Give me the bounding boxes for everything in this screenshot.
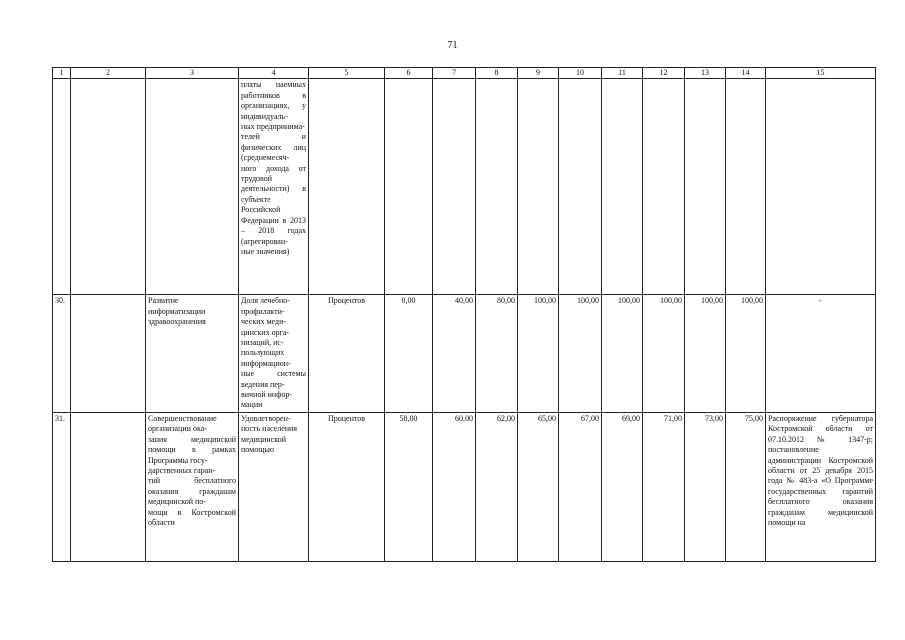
column-number: 14 (726, 68, 766, 79)
legal-basis: - (766, 295, 876, 412)
unit: Процентов (309, 295, 385, 412)
value (602, 79, 643, 295)
value: 69,00 (602, 412, 643, 561)
row-col2 (71, 79, 146, 295)
value: 62,00 (476, 412, 518, 561)
column-number: 5 (309, 68, 385, 79)
indicator-name: Доля лечебно- профилакти- ческих меди- цинских орга- низаций, ис- пользующих информацион- ные системы ведения пер- вичной инфор- мации (239, 295, 309, 412)
column-number: 3 (146, 68, 239, 79)
value (433, 79, 476, 295)
value: 71,00 (643, 412, 685, 561)
value: 100,00 (685, 295, 726, 412)
row-col2 (71, 295, 146, 412)
value: 73,00 (685, 412, 726, 561)
value: 100,00 (643, 295, 685, 412)
column-number: 10 (559, 68, 602, 79)
column-number: 9 (518, 68, 559, 79)
table-row (53, 79, 876, 295)
indicator-name: Удовлетворен- ность населения медицинской помощью (239, 412, 309, 561)
table-row (53, 295, 876, 412)
column-number: 1 (53, 68, 71, 79)
page-number: 71 (447, 40, 458, 51)
value (643, 79, 685, 295)
column-number: 13 (685, 68, 726, 79)
value (385, 79, 433, 295)
column-number: 15 (766, 68, 876, 79)
value: 67,00 (559, 412, 602, 561)
measure-name (146, 79, 239, 295)
column-number: 4 (239, 68, 309, 79)
indicator-name: платы наемных работников в организациях, у индивидуаль- ных предпринима- телей и физических лиц (среднемесяч- ного дохода от трудовой деятельности) в субъекте Российской Федерации в 2013 – 2018 годах (агрегирован- ные значения) (239, 79, 309, 295)
value: 100,00 (559, 295, 602, 412)
row-number: 31. (53, 412, 71, 561)
value: 58,00 (385, 412, 433, 561)
value: 75,00 (726, 412, 766, 561)
column-number: 12 (643, 68, 685, 79)
value (559, 79, 602, 295)
value (518, 79, 559, 295)
value (685, 79, 726, 295)
table-row (53, 412, 876, 561)
value (726, 79, 766, 295)
value: 100,00 (602, 295, 643, 412)
column-number: 2 (71, 68, 146, 79)
row-col2 (71, 412, 146, 561)
legal-basis (766, 79, 876, 295)
column-number: 6 (385, 68, 433, 79)
value: 100,00 (726, 295, 766, 412)
value: 60,00 (433, 412, 476, 561)
unit: Процентов (309, 412, 385, 561)
measure-name: Совершенствование организации ока- зания медицинской помощи в рамках Программы госу- дарственных гаран- тий бесплатного оказания гражданам медицинской по- мощи в Костромской области (146, 412, 239, 561)
value (476, 79, 518, 295)
unit (309, 79, 385, 295)
column-number-row (53, 68, 876, 79)
column-number: 11 (602, 68, 643, 79)
row-number: 30. (53, 295, 71, 412)
column-number: 8 (476, 68, 518, 79)
value: 80,00 (476, 295, 518, 412)
row-number (53, 79, 71, 295)
column-number: 7 (433, 68, 476, 79)
value: 65,00 (518, 412, 559, 561)
value: 100,00 (518, 295, 559, 412)
value: 0,00 (385, 295, 433, 412)
indicators-table (52, 67, 876, 562)
measure-name: Развитие информатизации здравоохранения (146, 295, 239, 412)
legal-basis: Распоряжение губернатора Костромской области от 07.10.2012 № 1347-р; постановление администрации Костромской области от 25 декабря 2015 года № 483-а «О Программе государственных гарантий бесплатного оказания гражданам медицинской помощи на (766, 412, 876, 561)
value: 40,00 (433, 295, 476, 412)
